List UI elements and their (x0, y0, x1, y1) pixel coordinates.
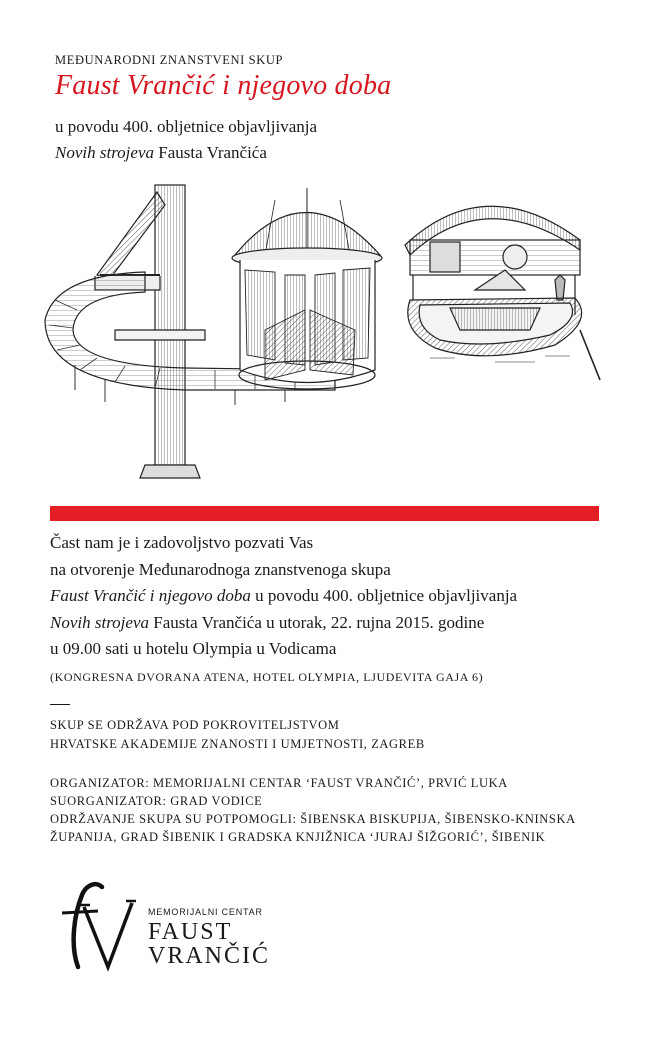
subtitle-italic: Novih strojeva (55, 143, 154, 162)
organizer-line-4: ŽUPANIJA, GRAD ŠIBENIK I GRADSKA KNJIŽNICA ‘JURAJ ŠIŽGORIĆ’, ŠIBENIK (50, 830, 546, 844)
logo-small-text: MEMORIJALNI CENTAR (148, 907, 263, 917)
patronage-line-2: HRVATSKE AKADEMIJE ZNANOSTI I UMJETNOSTI, ZAGREB (50, 737, 425, 751)
boat-mill-zero-drawing (405, 206, 600, 380)
invitation-line-3 (50, 583, 620, 610)
logo-monogram (40, 875, 140, 975)
event-title: Faust Vrančić i njegovo doba (55, 70, 392, 101)
organizer-line-3: ODRŽAVANJE SKUPA SU POTPOMOGLI: ŠIBENSKA BISKUPIJA, ŠIBENSKO-KNINSKA (50, 812, 576, 826)
organizer-line-2: SUORGANIZATOR: GRAD VODICE (50, 794, 263, 808)
event-type: MEĐUNARODNI ZNANSTVENI SKUP (55, 53, 284, 67)
section-dash (50, 704, 70, 705)
subtitle-rest: Fausta Vrančića (154, 143, 267, 162)
machines-400-illustration (35, 180, 605, 485)
red-divider-bar (50, 506, 599, 521)
subtitle-line-1: u povodu 400. obljetnice objavljivanja (55, 117, 318, 136)
invitation-block (50, 530, 620, 663)
invitation-line-2: na otvorenje Međunarodnoga znanstvenoga skupa (50, 559, 391, 579)
domed-windmill-zero-drawing (232, 188, 382, 389)
venue-details: (KONGRESNA DVORANA ATENA, HOTEL OLYMPIA, LJUDEVITA GAJA 6) (50, 670, 484, 684)
logo-name-line-2: VRANČIĆ (148, 943, 271, 969)
invitation-line-4-italic: Novih strojeva (50, 612, 149, 632)
invitation-line-1: Čast nam je i zadovoljstvo pozvati Vas (50, 533, 314, 552)
organizer-line-1: ORGANIZATOR: MEMORIJALNI CENTAR ‘FAUST VRANČIĆ’, PRVIĆ LUKA (50, 776, 508, 790)
patronage-line-1: SKUP SE ODRŽAVA POD POKROVITELJSTVOM (50, 718, 340, 732)
logo-name-line-1: FAUST (148, 919, 233, 945)
invitation-line-4 (50, 610, 620, 637)
invitation-line-3-rest: u povodu 400. obljetnice objavljivanja (250, 586, 518, 605)
organizers-block (50, 774, 576, 846)
invitation-line-4-rest: Fausta Vrančića u utorak, 22. rujna 2015. godine (149, 612, 485, 632)
subtitle-line-2 (55, 141, 267, 165)
patronage-block (50, 716, 425, 754)
invitation-line-5: u 09.00 sati u hotelu Olympia u Vodicama (50, 639, 337, 658)
invitation-line-3-italic: Faust Vrančić i njegovo doba (50, 586, 251, 605)
